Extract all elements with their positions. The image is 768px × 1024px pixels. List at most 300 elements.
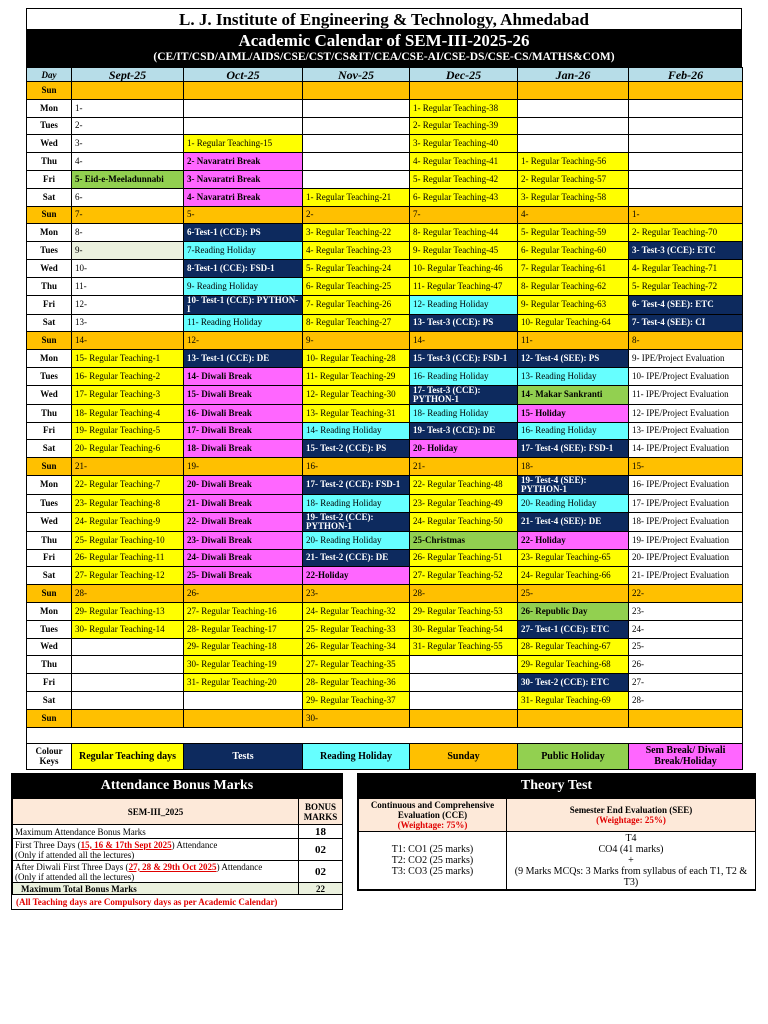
calendar-row bbox=[27, 314, 743, 332]
calendar-cell: 12- IPE/Project Evaluation bbox=[629, 404, 743, 422]
calendar-cell: 30- Regular Teaching-14 bbox=[72, 620, 184, 638]
cce-line: T3: CO3 (25 marks) bbox=[391, 866, 474, 877]
calendar-cell: 11- Regular Teaching-29 bbox=[303, 367, 410, 385]
attendance-col-bonus: BONUS MARKS bbox=[299, 799, 343, 825]
calendar-cell: 16- Reading Holiday bbox=[410, 367, 518, 385]
month-header: Oct-25 bbox=[184, 68, 303, 82]
cce-line: T1: CO1 (25 marks) bbox=[391, 844, 474, 855]
calendar-cell: 13- Regular Teaching-31 bbox=[303, 404, 410, 422]
key-tests: Tests bbox=[184, 743, 303, 769]
calendar-cell: 12- Test-4 (SEE): PS bbox=[518, 350, 629, 368]
calendar-cell: 14- Diwali Break bbox=[184, 367, 303, 385]
calendar-cell: 12- bbox=[72, 295, 184, 314]
attendance-title: Attendance Bonus Marks bbox=[12, 774, 342, 798]
cce-header bbox=[359, 799, 507, 832]
key-public-holiday: Public Holiday bbox=[518, 743, 629, 769]
calendar-cell: 24- bbox=[629, 620, 743, 638]
cce-header-text: Continuous and Comprehensive Evaluation (CCE) bbox=[370, 800, 495, 820]
calendar-row bbox=[27, 188, 743, 206]
calendar-cell: 11- bbox=[72, 277, 184, 295]
first-days-pre: First Three Days ( bbox=[15, 839, 81, 850]
calendar-row bbox=[27, 512, 743, 531]
see-header bbox=[507, 799, 756, 832]
calendar-cell bbox=[72, 656, 184, 674]
calendar-cell: 8- Regular Teaching-44 bbox=[410, 224, 518, 242]
day-label: Mon bbox=[27, 475, 72, 494]
calendar-cell: 19- Test-4 (SEE): PYTHON-1 bbox=[518, 475, 629, 494]
institute-title: L. J. Institute of Engineering & Technology, Ahmedabad bbox=[26, 8, 742, 30]
calendar-cell: 5- Regular Teaching-72 bbox=[629, 277, 743, 295]
calendar-cell bbox=[629, 99, 743, 117]
calendar-cell: 1- bbox=[72, 99, 184, 117]
first-days-value: 02 bbox=[299, 839, 343, 861]
calendar-cell: 3- Regular Teaching-40 bbox=[410, 135, 518, 153]
calendar-cell: 12- bbox=[184, 332, 303, 350]
calendar-row bbox=[27, 475, 743, 494]
calendar-cell: 26- Republic Day bbox=[518, 602, 629, 620]
calendar-row bbox=[27, 440, 743, 458]
calendar-cell: 16- bbox=[303, 458, 410, 476]
see-weightage: (Weightage: 25%) bbox=[596, 815, 666, 825]
calendar-cell: 5- bbox=[184, 206, 303, 224]
calendar-cell: 30- Regular Teaching-19 bbox=[184, 656, 303, 674]
calendar-header bbox=[26, 30, 742, 67]
calendar-cell: 20- IPE/Project Evaluation bbox=[629, 549, 743, 567]
calendar-cell bbox=[518, 709, 629, 727]
calendar-cell: 29- Regular Teaching-37 bbox=[303, 691, 410, 709]
calendar-cell: 25- bbox=[518, 585, 629, 603]
calendar-cell: 27- Regular Teaching-52 bbox=[410, 567, 518, 585]
calendar-cell: 3- Test-3 (CCE): ETC bbox=[629, 242, 743, 260]
after-diwali-post: ) Attendance bbox=[216, 861, 263, 872]
calendar-cell: 30- Regular Teaching-54 bbox=[410, 620, 518, 638]
calendar-cell: 7-Reading Holiday bbox=[184, 242, 303, 260]
day-label: Sat bbox=[27, 691, 72, 709]
calendar-cell: 9- Regular Teaching-45 bbox=[410, 242, 518, 260]
calendar-cell: 7- bbox=[410, 206, 518, 224]
cce-weightage: (Weightage: 75%) bbox=[397, 820, 468, 830]
calendar-cell bbox=[518, 82, 629, 100]
calendar-cell: 9- Regular Teaching-63 bbox=[518, 295, 629, 314]
day-label: Thu bbox=[27, 153, 72, 171]
calendar-cell: 7- Test-4 (SEE): CI bbox=[629, 314, 743, 332]
day-label: Fri bbox=[27, 422, 72, 440]
calendar-cell: 10- Test-1 (CCE): PYTHON-I bbox=[184, 295, 303, 314]
calendar-cell: 1- Regular Teaching-21 bbox=[303, 188, 410, 206]
calendar-cell: 25- Diwali Break bbox=[184, 567, 303, 585]
calendar-row bbox=[27, 531, 743, 549]
day-label: Sun bbox=[27, 585, 72, 603]
calendar-cell: 4- Navaratri Break bbox=[184, 188, 303, 206]
calendar-cell: 6- Regular Teaching-43 bbox=[410, 188, 518, 206]
after-diwali-pre: After Diwali First Three Days ( bbox=[15, 861, 129, 872]
calendar-cell: 1- bbox=[629, 206, 743, 224]
calendar-cell: 14- IPE/Project Evaluation bbox=[629, 440, 743, 458]
calendar-cell: 20- Reading Holiday bbox=[518, 494, 629, 512]
calendar-cell bbox=[303, 82, 410, 100]
calendar-cell: 28- bbox=[72, 585, 184, 603]
day-label: Mon bbox=[27, 99, 72, 117]
calendar-cell: 2- Navaratri Break bbox=[184, 153, 303, 171]
key-teaching: Regular Teaching days bbox=[72, 743, 184, 769]
calendar-cell: 20- Holiday bbox=[410, 440, 518, 458]
attendance-bonus-panel bbox=[11, 773, 343, 910]
calendar-cell bbox=[303, 99, 410, 117]
calendar-cell: 11- Regular Teaching-47 bbox=[410, 277, 518, 295]
day-label: Tues bbox=[27, 117, 72, 135]
day-label: Fri bbox=[27, 170, 72, 188]
calendar-cell: 3- Regular Teaching-22 bbox=[303, 224, 410, 242]
sunday-row bbox=[27, 458, 743, 476]
calendar-row bbox=[27, 385, 743, 404]
calendar-cell: 19- IPE/Project Evaluation bbox=[629, 531, 743, 549]
calendar-cell: 22- Regular Teaching-48 bbox=[410, 475, 518, 494]
calendar-cell: 11- bbox=[518, 332, 629, 350]
calendar-cell bbox=[629, 709, 743, 727]
first-days-dates: 15, 16 & 17th Sept 2025 bbox=[80, 839, 172, 850]
calendar-cell: 15- bbox=[629, 458, 743, 476]
calendar-cell: 23- bbox=[629, 602, 743, 620]
calendar-cell: 26- Regular Teaching-51 bbox=[410, 549, 518, 567]
calendar-cell: 23- bbox=[303, 585, 410, 603]
calendar-cell: 21- Diwali Break bbox=[184, 494, 303, 512]
see-details bbox=[507, 832, 756, 890]
calendar-cell: 25- Regular Teaching-10 bbox=[72, 531, 184, 549]
calendar-cell: 31- Regular Teaching-20 bbox=[184, 674, 303, 692]
calendar-cell: 27- Regular Teaching-35 bbox=[303, 656, 410, 674]
colour-keys-row bbox=[27, 743, 743, 769]
calendar-row bbox=[27, 494, 743, 512]
day-label: Sun bbox=[27, 206, 72, 224]
calendar-row bbox=[27, 153, 743, 171]
day-label: Mon bbox=[27, 350, 72, 368]
calendar-row bbox=[27, 638, 743, 656]
calendar-cell: 18- Regular Teaching-4 bbox=[72, 404, 184, 422]
calendar-cell: 8- Regular Teaching-62 bbox=[518, 277, 629, 295]
calendar-cell: 26- bbox=[629, 656, 743, 674]
calendar-row bbox=[27, 404, 743, 422]
calendar-row bbox=[27, 295, 743, 314]
calendar-cell: 28- Regular Teaching-67 bbox=[518, 638, 629, 656]
calendar-cell: 13- IPE/Project Evaluation bbox=[629, 422, 743, 440]
day-label: Fri bbox=[27, 295, 72, 314]
calendar-cell: 6- bbox=[72, 188, 184, 206]
day-label: Thu bbox=[27, 656, 72, 674]
key-sunday: Sunday bbox=[410, 743, 518, 769]
calendar-cell: 4- Regular Teaching-71 bbox=[629, 259, 743, 277]
calendar-cell: 6- Regular Teaching-25 bbox=[303, 277, 410, 295]
day-label: Tues bbox=[27, 620, 72, 638]
calendar-cell: 24- Diwali Break bbox=[184, 549, 303, 567]
calendar-cell: 29- Regular Teaching-18 bbox=[184, 638, 303, 656]
calendar-cell: 24- Regular Teaching-50 bbox=[410, 512, 518, 531]
day-column-header: Day bbox=[27, 68, 72, 82]
day-label: Thu bbox=[27, 531, 72, 549]
calendar-cell: 30- Test-2 (CCE): ETC bbox=[518, 674, 629, 692]
calendar-cell: 22- Regular Teaching-7 bbox=[72, 475, 184, 494]
after-diwali-label bbox=[13, 861, 299, 883]
calendar-cell: 4- Regular Teaching-23 bbox=[303, 242, 410, 260]
after-diwali-value: 02 bbox=[299, 861, 343, 883]
see-header-text: Semester End Evaluation (SEE) bbox=[569, 805, 693, 815]
after-diwali-note: (Only if attended all the lectures) bbox=[15, 871, 135, 882]
calendar-title: Academic Calendar of SEM-III-2025-26 bbox=[238, 31, 530, 50]
calendar-cell: 18- Reading Holiday bbox=[410, 404, 518, 422]
first-days-label bbox=[13, 839, 299, 861]
calendar-row bbox=[27, 620, 743, 638]
see-line: T4 bbox=[625, 833, 637, 844]
see-line: (9 Marks MCQs: 3 Marks from syllabus of each T1, T2 & T3) bbox=[514, 866, 748, 888]
calendar-cell: 2- Regular Teaching-39 bbox=[410, 117, 518, 135]
calendar-cell: 9- Reading Holiday bbox=[184, 277, 303, 295]
cce-line: T2: CO2 (25 marks) bbox=[391, 855, 474, 866]
calendar-cell: 19- Test-3 (CCE): DE bbox=[410, 422, 518, 440]
max-attendance-label: Maximum Attendance Bonus Marks bbox=[13, 825, 299, 839]
calendar-cell: 9- bbox=[303, 332, 410, 350]
calendar-cell: 19- bbox=[184, 458, 303, 476]
day-label: Sun bbox=[27, 458, 72, 476]
calendar-row bbox=[27, 99, 743, 117]
day-label: Sat bbox=[27, 188, 72, 206]
calendar-cell: 18- Diwali Break bbox=[184, 440, 303, 458]
day-label: Fri bbox=[27, 549, 72, 567]
calendar-cell: 31- Regular Teaching-69 bbox=[518, 691, 629, 709]
calendar-cell: 29- Regular Teaching-68 bbox=[518, 656, 629, 674]
calendar-cell: 10- IPE/Project Evaluation bbox=[629, 367, 743, 385]
calendar-cell: 1- Regular Teaching-15 bbox=[184, 135, 303, 153]
theory-table bbox=[358, 798, 756, 890]
calendar-cell: 8- bbox=[72, 224, 184, 242]
calendar-cell bbox=[629, 82, 743, 100]
calendar-cell: 27- Test-1 (CCE): ETC bbox=[518, 620, 629, 638]
calendar-cell: 10- Regular Teaching-28 bbox=[303, 350, 410, 368]
calendar-cell bbox=[629, 188, 743, 206]
calendar-cell: 17- Test-3 (CCE): PYTHON-1 bbox=[410, 385, 518, 404]
calendar-cell: 29- Regular Teaching-53 bbox=[410, 602, 518, 620]
calendar-cell: 8- bbox=[629, 332, 743, 350]
calendar-cell: 9- IPE/Project Evaluation bbox=[629, 350, 743, 368]
branches-line: (CE/IT/CSD/AIML/AIDS/CSE/CST/CS&IT/CEA/CSE-AI/CSE-DS/CSE-CS/MATHS&COM) bbox=[153, 51, 615, 63]
calendar-cell: 1- Regular Teaching-56 bbox=[518, 153, 629, 171]
calendar-cell: 28- bbox=[410, 585, 518, 603]
calendar-cell: 5- Regular Teaching-24 bbox=[303, 259, 410, 277]
calendar-table bbox=[26, 67, 743, 770]
calendar-section bbox=[26, 8, 742, 770]
calendar-cell: 27- Regular Teaching-12 bbox=[72, 567, 184, 585]
calendar-cell: 24- Regular Teaching-66 bbox=[518, 567, 629, 585]
calendar-cell: 26- bbox=[184, 585, 303, 603]
calendar-cell: 11- IPE/Project Evaluation bbox=[629, 385, 743, 404]
calendar-cell: 15- Regular Teaching-1 bbox=[72, 350, 184, 368]
calendar-row bbox=[27, 567, 743, 585]
calendar-cell: 2- bbox=[72, 117, 184, 135]
calendar-cell: 4- bbox=[518, 206, 629, 224]
calendar-cell: 22-Holiday bbox=[303, 567, 410, 585]
total-bonus-label: Maximum Total Bonus Marks bbox=[13, 883, 299, 895]
calendar-cell: 17- Regular Teaching-3 bbox=[72, 385, 184, 404]
calendar-cell: 4- Regular Teaching-41 bbox=[410, 153, 518, 171]
calendar-cell bbox=[184, 82, 303, 100]
calendar-cell: 20- Regular Teaching-6 bbox=[72, 440, 184, 458]
calendar-cell bbox=[629, 153, 743, 171]
calendar-cell: 25- bbox=[629, 638, 743, 656]
calendar-cell: 14- bbox=[72, 332, 184, 350]
max-attendance-value: 18 bbox=[299, 825, 343, 839]
calendar-row bbox=[27, 549, 743, 567]
calendar-cell: 17- Test-2 (CCE): FSD-1 bbox=[303, 475, 410, 494]
calendar-cell bbox=[410, 691, 518, 709]
calendar-cell bbox=[410, 709, 518, 727]
calendar-row bbox=[27, 350, 743, 368]
calendar-cell bbox=[629, 170, 743, 188]
day-label: Tues bbox=[27, 494, 72, 512]
calendar-cell: 21- Test-4 (SEE): DE bbox=[518, 512, 629, 531]
day-label: Thu bbox=[27, 277, 72, 295]
calendar-cell: 1- Regular Teaching-38 bbox=[410, 99, 518, 117]
sunday-row bbox=[27, 82, 743, 100]
after-diwali-dates: 27, 28 & 29th Oct 2025 bbox=[128, 861, 217, 872]
calendar-cell: 8- Regular Teaching-27 bbox=[303, 314, 410, 332]
calendar-cell: 13- Reading Holiday bbox=[518, 367, 629, 385]
calendar-row bbox=[27, 242, 743, 260]
day-label: Mon bbox=[27, 224, 72, 242]
calendar-row bbox=[27, 259, 743, 277]
total-bonus-value: 22 bbox=[299, 883, 343, 895]
calendar-cell: 23- Regular Teaching-8 bbox=[72, 494, 184, 512]
day-label: Thu bbox=[27, 404, 72, 422]
calendar-cell: 6-Test-1 (CCE): PS bbox=[184, 224, 303, 242]
calendar-cell: 13- bbox=[72, 314, 184, 332]
sunday-row bbox=[27, 332, 743, 350]
day-label: Tues bbox=[27, 367, 72, 385]
day-label: Wed bbox=[27, 638, 72, 656]
calendar-cell bbox=[518, 135, 629, 153]
calendar-cell: 16- Diwali Break bbox=[184, 404, 303, 422]
calendar-cell bbox=[72, 638, 184, 656]
day-label: Wed bbox=[27, 385, 72, 404]
see-line: + bbox=[628, 855, 634, 866]
calendar-cell: 28- bbox=[629, 691, 743, 709]
calendar-cell: 10- Regular Teaching-46 bbox=[410, 259, 518, 277]
calendar-row bbox=[27, 674, 743, 692]
day-label: Sun bbox=[27, 82, 72, 100]
calendar-cell bbox=[410, 656, 518, 674]
colour-keys-label: Colour Keys bbox=[27, 743, 72, 769]
calendar-cell bbox=[629, 117, 743, 135]
first-days-note: (Only if attended all the lectures) bbox=[15, 849, 135, 860]
calendar-cell: 24- Regular Teaching-32 bbox=[303, 602, 410, 620]
calendar-cell bbox=[303, 135, 410, 153]
calendar-cell: 31- Regular Teaching-55 bbox=[410, 638, 518, 656]
cce-details bbox=[359, 832, 507, 890]
calendar-cell: 8-Test-1 (CCE): FSD-1 bbox=[184, 259, 303, 277]
calendar-cell bbox=[518, 117, 629, 135]
day-label: Mon bbox=[27, 602, 72, 620]
calendar-cell: 15- Test-2 (CCE): PS bbox=[303, 440, 410, 458]
calendar-cell: 3- Navaratri Break bbox=[184, 170, 303, 188]
calendar-cell: 4- bbox=[72, 153, 184, 171]
day-label: Sun bbox=[27, 332, 72, 350]
theory-test-panel bbox=[357, 773, 756, 891]
calendar-cell: 14- Reading Holiday bbox=[303, 422, 410, 440]
calendar-cell: 24- Regular Teaching-9 bbox=[72, 512, 184, 531]
calendar-cell: 13- Test-3 (CCE): PS bbox=[410, 314, 518, 332]
calendar-cell: 11- Reading Holiday bbox=[184, 314, 303, 332]
calendar-row bbox=[27, 691, 743, 709]
calendar-cell: 27- bbox=[629, 674, 743, 692]
day-label: Wed bbox=[27, 135, 72, 153]
calendar-cell bbox=[629, 135, 743, 153]
calendar-body bbox=[27, 82, 743, 728]
calendar-cell: 12- Regular Teaching-30 bbox=[303, 385, 410, 404]
sunday-row bbox=[27, 585, 743, 603]
calendar-cell: 2- Regular Teaching-70 bbox=[629, 224, 743, 242]
calendar-cell: 22- bbox=[629, 585, 743, 603]
calendar-cell bbox=[72, 674, 184, 692]
calendar-cell: 17- Diwali Break bbox=[184, 422, 303, 440]
calendar-cell bbox=[410, 674, 518, 692]
calendar-row bbox=[27, 656, 743, 674]
calendar-cell: 7- Regular Teaching-26 bbox=[303, 295, 410, 314]
see-line: CO4 (41 marks) bbox=[598, 844, 664, 855]
calendar-cell: 5- Eid-e-Meeladunnabi bbox=[72, 170, 184, 188]
calendar-cell: 10- bbox=[72, 259, 184, 277]
calendar-cell: 23- Regular Teaching-49 bbox=[410, 494, 518, 512]
day-label: Wed bbox=[27, 512, 72, 531]
calendar-cell: 23- Diwali Break bbox=[184, 531, 303, 549]
calendar-cell bbox=[410, 82, 518, 100]
day-label: Sat bbox=[27, 314, 72, 332]
calendar-cell bbox=[303, 170, 410, 188]
first-days-post: ) Attendance bbox=[171, 839, 218, 850]
day-label: Wed bbox=[27, 259, 72, 277]
calendar-cell: 16- Regular Teaching-2 bbox=[72, 367, 184, 385]
day-label: Tues bbox=[27, 242, 72, 260]
calendar-cell: 5- Regular Teaching-42 bbox=[410, 170, 518, 188]
calendar-cell: 18- IPE/Project Evaluation bbox=[629, 512, 743, 531]
calendar-cell bbox=[72, 691, 184, 709]
month-header: Sept-25 bbox=[72, 68, 184, 82]
calendar-row bbox=[27, 117, 743, 135]
calendar-cell: 21- IPE/Project Evaluation bbox=[629, 567, 743, 585]
month-header: Nov-25 bbox=[303, 68, 410, 82]
calendar-row bbox=[27, 367, 743, 385]
key-break: Sem Break/ Diwali Break/Holiday bbox=[629, 743, 743, 769]
calendar-cell: 29- Regular Teaching-13 bbox=[72, 602, 184, 620]
calendar-cell: 5- Regular Teaching-59 bbox=[518, 224, 629, 242]
calendar-cell: 18- bbox=[518, 458, 629, 476]
calendar-cell: 12- Reading Holiday bbox=[410, 295, 518, 314]
calendar-cell: 9- bbox=[72, 242, 184, 260]
day-label: Sat bbox=[27, 567, 72, 585]
calendar-cell: 13- Test-1 (CCE): DE bbox=[184, 350, 303, 368]
calendar-cell: 20- Diwali Break bbox=[184, 475, 303, 494]
calendar-cell: 30- bbox=[303, 709, 410, 727]
calendar-cell: 14- Makar Sankranti bbox=[518, 385, 629, 404]
calendar-cell: 2- Regular Teaching-57 bbox=[518, 170, 629, 188]
calendar-cell: 18- Reading Holiday bbox=[303, 494, 410, 512]
calendar-cell: 28- Regular Teaching-17 bbox=[184, 620, 303, 638]
calendar-cell: 17- Test-4 (SEE): FSD-1 bbox=[518, 440, 629, 458]
calendar-row bbox=[27, 170, 743, 188]
calendar-cell bbox=[72, 709, 184, 727]
calendar-row bbox=[27, 277, 743, 295]
sunday-row bbox=[27, 709, 743, 727]
calendar-cell: 28- Regular Teaching-36 bbox=[303, 674, 410, 692]
day-label: Sun bbox=[27, 709, 72, 727]
calendar-cell: 14- bbox=[410, 332, 518, 350]
calendar-cell: 22- Diwali Break bbox=[184, 512, 303, 531]
